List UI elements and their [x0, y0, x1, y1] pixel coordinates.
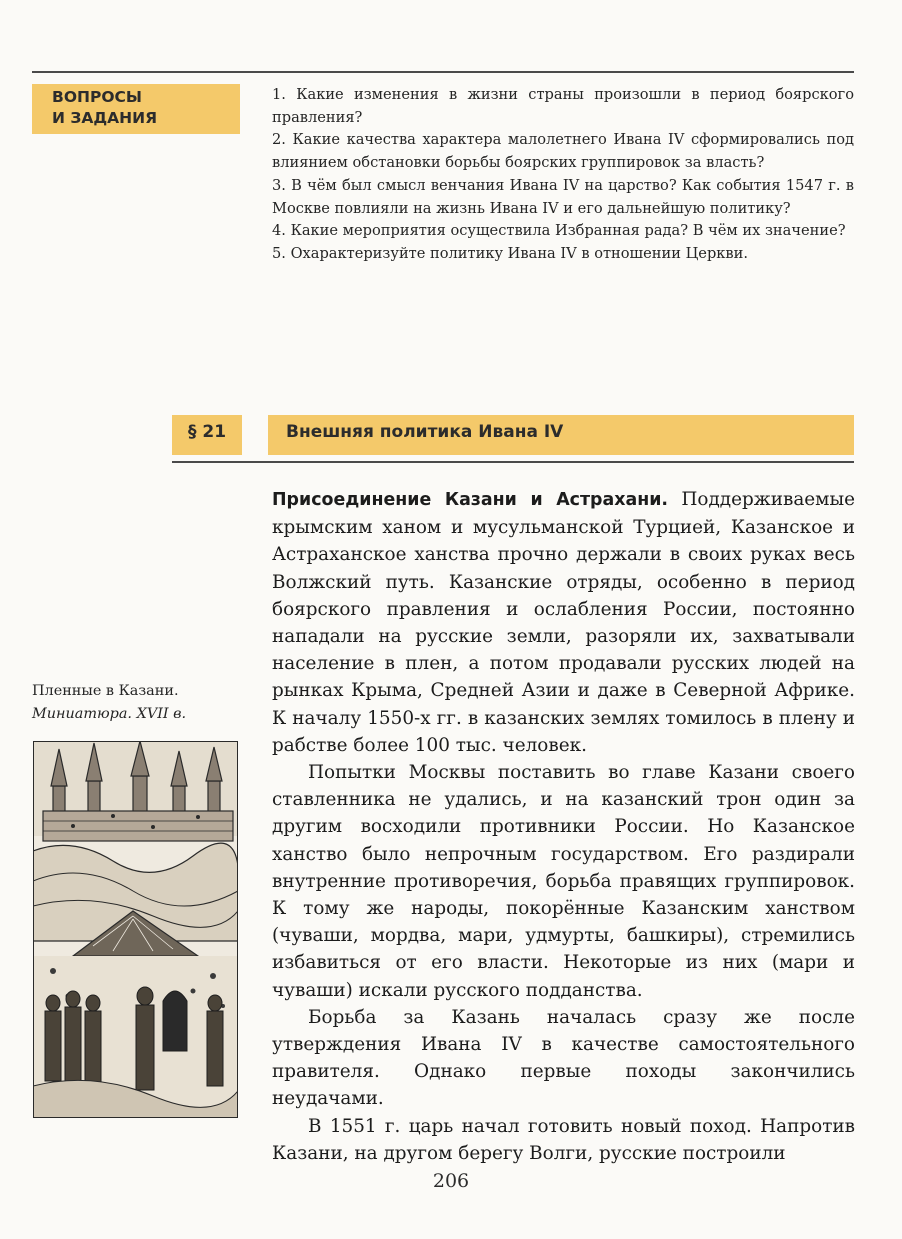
illustration-caption	[32, 680, 242, 725]
section-title: Внешняя политика Ивана IV	[268, 415, 854, 455]
questions-label-line2: И ЗАДАНИЯ	[52, 109, 158, 127]
caption-title: Пленные в Казани.	[32, 683, 179, 699]
section-rule	[172, 461, 854, 463]
question-item: 2. Какие качества характера малолетнего Ивана IV сформировались под влиянием обстановки борьбы боярских группировок за власть?	[272, 131, 854, 172]
question-item: 4. Какие мероприятия осуществила Избранная рада? В чём их значение?	[272, 222, 846, 240]
question-item: 1. Какие изменения в жизни страны произошли в период боярского правления?	[272, 86, 854, 126]
miniature-illustration	[33, 741, 238, 1118]
paragraph: Борьба за Казань началась сразу же после утверждения Ивана IV в качестве самостоятельного правителя. Однако первые походы закончились неудачами.	[272, 1006, 855, 1110]
question-item: 3. В чём был смысл венчания Ивана IV на царство? Как события 1547 г. в Москве повлияли на жизнь Ивана IV и его дальнейшую политику?	[272, 176, 854, 217]
paragraph	[272, 486, 855, 759]
page-number: 206	[432, 1170, 470, 1192]
questions-label	[32, 84, 240, 134]
paragraph: Попытки Москвы поставить во главе Казани своего ставленника не удались, и на казанский трон один за другим восходили противники России. Но Казанское ханство было непрочным государством. Его раздирали внутренние противоречия, борьба правящих группировок. К тому же народы, покорённые Казанским ханством (чуваши, мордва, мари, удмурты, башкиры), стремились избавиться от его власти. Некоторые из них (мари и чуваши) искали русского подданства.	[272, 762, 855, 1001]
questions-list	[272, 84, 854, 266]
paragraph: В 1551 г. царь начал готовить новый поход. Напротив Казани, на другом берегу Волги, русские построили	[272, 1115, 855, 1164]
section-number: § 21	[172, 415, 242, 455]
paragraph-text: Поддерживаемые крымским ханом и мусульманской Турцией, Казанское и Астраханское ханства прочно держали в своих руках весь Волжский путь. Казанские отряды, особенно в период боярского правления и ослабления России, постоянно нападали на русские земли, разоряли их, захватывали население в плен, а потом продавали русских людей на рынках Крыма, Средней Азии и даже в Северной Африке. К началу 1550-х гг. в казанских землях томилось в плену и рабстве более 100 тыс. человек.	[272, 489, 855, 756]
question-item: 5. Охарактеризуйте политику Ивана IV в отношении Церкви.	[272, 244, 748, 262]
main-text	[272, 486, 855, 1167]
questions-label-line1: ВОПРОСЫ	[52, 88, 142, 106]
caption-source: Миниатюра. XVII в.	[32, 705, 187, 722]
top-rule	[32, 71, 854, 73]
subheading: Присоединение Казани и Астрахани.	[272, 490, 668, 510]
